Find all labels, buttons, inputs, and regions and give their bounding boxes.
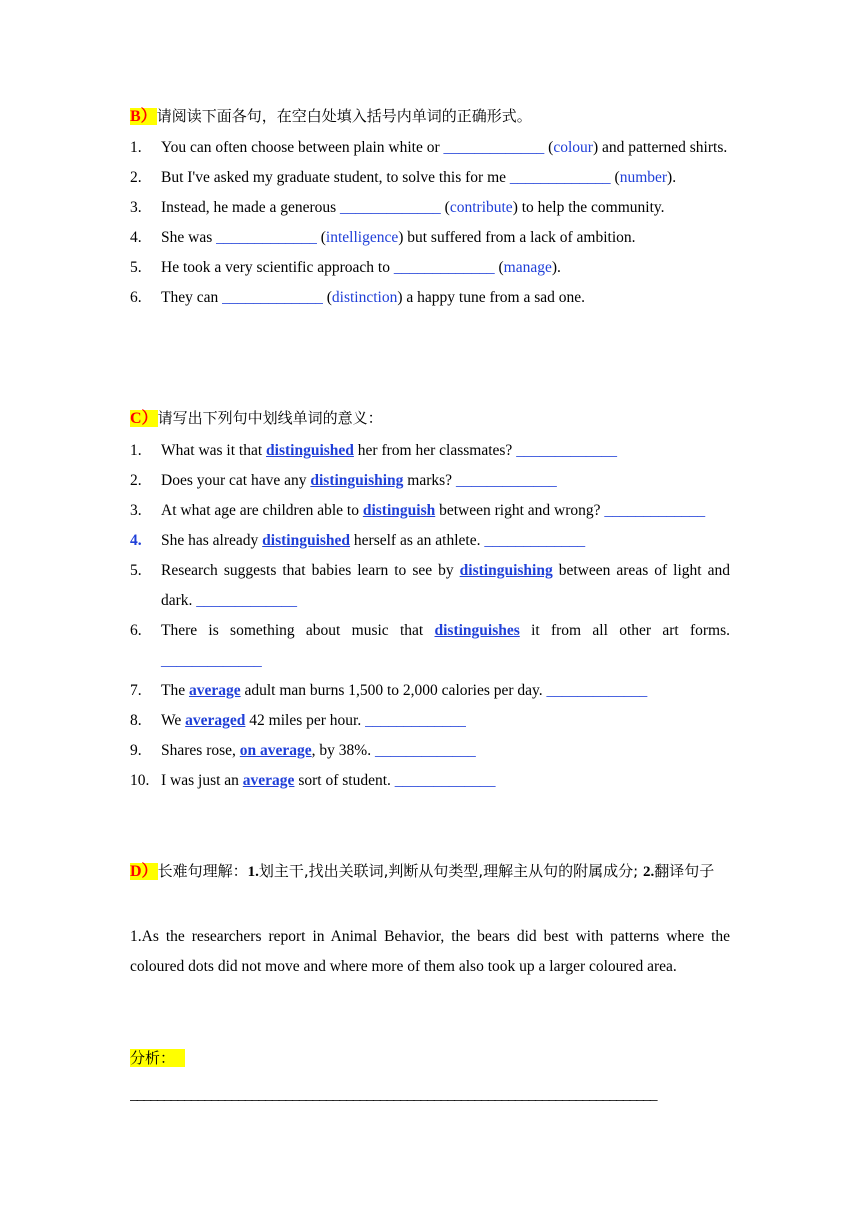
word-hint: manage: [503, 259, 552, 276]
item-text: Instead, he made a generous: [161, 199, 341, 216]
list-item: [130, 193, 730, 223]
section-d-title: 1.: [247, 864, 259, 880]
list-item: [130, 223, 730, 253]
item-number: 3.: [130, 199, 142, 216]
item-text: between right and wrong?: [435, 502, 605, 519]
list-item: [130, 706, 730, 736]
item-text: sort of student.: [294, 772, 395, 789]
item-number: 4.: [130, 532, 142, 549]
section-b-list: [130, 133, 730, 313]
item-text: (: [316, 229, 326, 246]
answer-blank[interactable]: _____________: [340, 199, 441, 216]
item-number: 2.: [130, 472, 142, 489]
item-text: Does your cat have any: [161, 472, 311, 489]
item-text: At what age are children able to: [161, 502, 363, 519]
item-number: 10.: [130, 772, 150, 789]
answer-blank[interactable]: _____________: [516, 442, 617, 459]
answer-blank[interactable]: _____________: [393, 259, 495, 276]
item-text: (: [322, 289, 332, 306]
word-hint: intelligence: [325, 229, 399, 246]
answer-blank[interactable]: _____________: [394, 772, 496, 789]
item-number: 5.: [130, 562, 142, 579]
list-item: [130, 616, 730, 676]
keyword: averaged: [185, 712, 246, 729]
section-d-title: 翻译句子: [654, 862, 715, 880]
keyword: distinguishes: [434, 622, 520, 639]
item-text: We: [161, 712, 186, 729]
item-text: The: [161, 682, 189, 699]
item-text: She has already: [161, 532, 263, 549]
keyword: average: [188, 682, 241, 699]
item-text: There is something about music that: [161, 622, 435, 639]
item-text: ) to help the community.: [512, 199, 665, 216]
item-text: (: [440, 199, 450, 216]
section-c-title: 请写出下列句中划线单词的意义：: [157, 409, 383, 427]
section-d-tag: D）: [130, 863, 158, 880]
list-item: [130, 496, 730, 526]
item-text: She was: [161, 229, 217, 246]
item-text: marks?: [403, 472, 456, 489]
answer-blank[interactable]: _____________: [509, 169, 611, 186]
item-text: it from all other art forms.: [519, 622, 730, 639]
list-item: [130, 466, 730, 496]
item-text: Research suggests that babies learn to see by: [161, 562, 460, 579]
item-number: 6.: [130, 289, 142, 306]
keyword: distinguished: [262, 532, 351, 549]
section-b-tag: B）: [130, 108, 157, 125]
item-text: ) a happy tune from a sad one.: [397, 289, 586, 306]
section-d-title: 长难句理解：: [157, 862, 248, 880]
answer-blank[interactable]: _____________: [604, 502, 706, 519]
list-item: [130, 766, 730, 796]
item-text: (: [494, 259, 504, 276]
item-text: Shares rose,: [161, 742, 240, 759]
keyword: distinguishing: [459, 562, 553, 579]
analysis-label: [130, 1043, 185, 1073]
item-text: 42 miles per hour.: [245, 712, 366, 729]
list-item: [130, 283, 730, 313]
answer-line[interactable]: ______________________________________________________________________________: [130, 1086, 657, 1103]
item-number: 5.: [130, 259, 142, 276]
item-text: herself as an athlete.: [350, 532, 485, 549]
list-item: [130, 253, 730, 283]
item-number: 2.: [130, 169, 142, 186]
answer-blank[interactable]: _____________: [161, 652, 262, 669]
section-b-title: 请阅读下面各句，在空白处填入括号内单词的正确形式。: [156, 107, 532, 125]
item-number: 3.: [130, 502, 142, 519]
item-text: What was it that: [161, 442, 267, 459]
item-text: her from her classmates?: [353, 442, 517, 459]
item-text: He took a very scientific approach to: [161, 259, 394, 276]
analysis-label-text: 分析：: [130, 1049, 176, 1067]
item-text: (: [610, 169, 620, 186]
list-item: [130, 436, 730, 466]
answer-blank[interactable]: _____________: [365, 712, 466, 729]
item-number: 7.: [130, 682, 142, 699]
keyword: average: [242, 772, 295, 789]
item-text: I was just an: [161, 772, 243, 789]
item-number: 6.: [130, 622, 142, 639]
answer-blank[interactable]: _____________: [455, 472, 557, 489]
item-text: ) but suffered from a lack of ambition.: [398, 229, 636, 246]
answer-blank[interactable]: _____________: [222, 289, 323, 306]
item-number: 1.: [130, 139, 142, 156]
item-text: ).: [667, 169, 677, 186]
item-text: They can: [161, 289, 223, 306]
keyword: distinguished: [266, 442, 354, 459]
item-text: ) and patterned shirts.: [592, 139, 728, 156]
keyword: on average: [239, 742, 312, 759]
item-text: But I've asked my graduate student, to solve this for me: [161, 169, 510, 186]
section-c-list: [130, 436, 730, 796]
list-item: [130, 163, 730, 193]
section-d-heading: [130, 856, 730, 888]
section-d-title: 划主干,找出关联词,判断从句类型,理解主从句的附属成分;: [258, 862, 643, 880]
keyword: distinguish: [362, 502, 436, 519]
answer-blank[interactable]: _____________: [196, 592, 298, 609]
answer-blank[interactable]: _____________: [216, 229, 317, 246]
item-text: between areas of light and dark.: [161, 562, 730, 609]
item-number: 9.: [130, 742, 142, 759]
answer-blank[interactable]: _____________: [484, 532, 586, 549]
answer-blank[interactable]: _____________: [374, 742, 476, 759]
item-number: 8.: [130, 712, 142, 729]
item-text: You can often choose between plain white or: [161, 139, 444, 156]
item-text: , by 38%.: [311, 742, 375, 759]
list-item: [130, 133, 730, 163]
section-c-tag: C）: [130, 410, 158, 427]
item-text: (: [544, 139, 554, 156]
item-text: ).: [551, 259, 561, 276]
item-text: adult man burns 1,500 to 2,000 calories per day.: [240, 682, 547, 699]
list-item: [130, 526, 730, 556]
item-number: 4.: [130, 229, 142, 246]
list-item: [130, 736, 730, 766]
keyword: distinguishing: [310, 472, 404, 489]
word-hint: colour: [553, 139, 593, 156]
long-sentence: 1.As the researchers report in Animal Behavior, the bears did best with patterns where the coloured dots did not move and where more of them also took up a larger coloured area.: [130, 928, 730, 975]
word-hint: number: [619, 169, 668, 186]
word-hint: contribute: [449, 199, 513, 216]
list-item: [130, 556, 730, 616]
answer-blank[interactable]: _____________: [546, 682, 648, 699]
item-number: 1.: [130, 442, 142, 459]
answer-blank[interactable]: _____________: [443, 139, 545, 156]
word-hint: distinction: [331, 289, 398, 306]
section-b-heading: [130, 101, 750, 132]
list-item: [130, 676, 730, 706]
section-c-heading: [130, 403, 750, 434]
section-d-title: 2.: [642, 864, 655, 880]
